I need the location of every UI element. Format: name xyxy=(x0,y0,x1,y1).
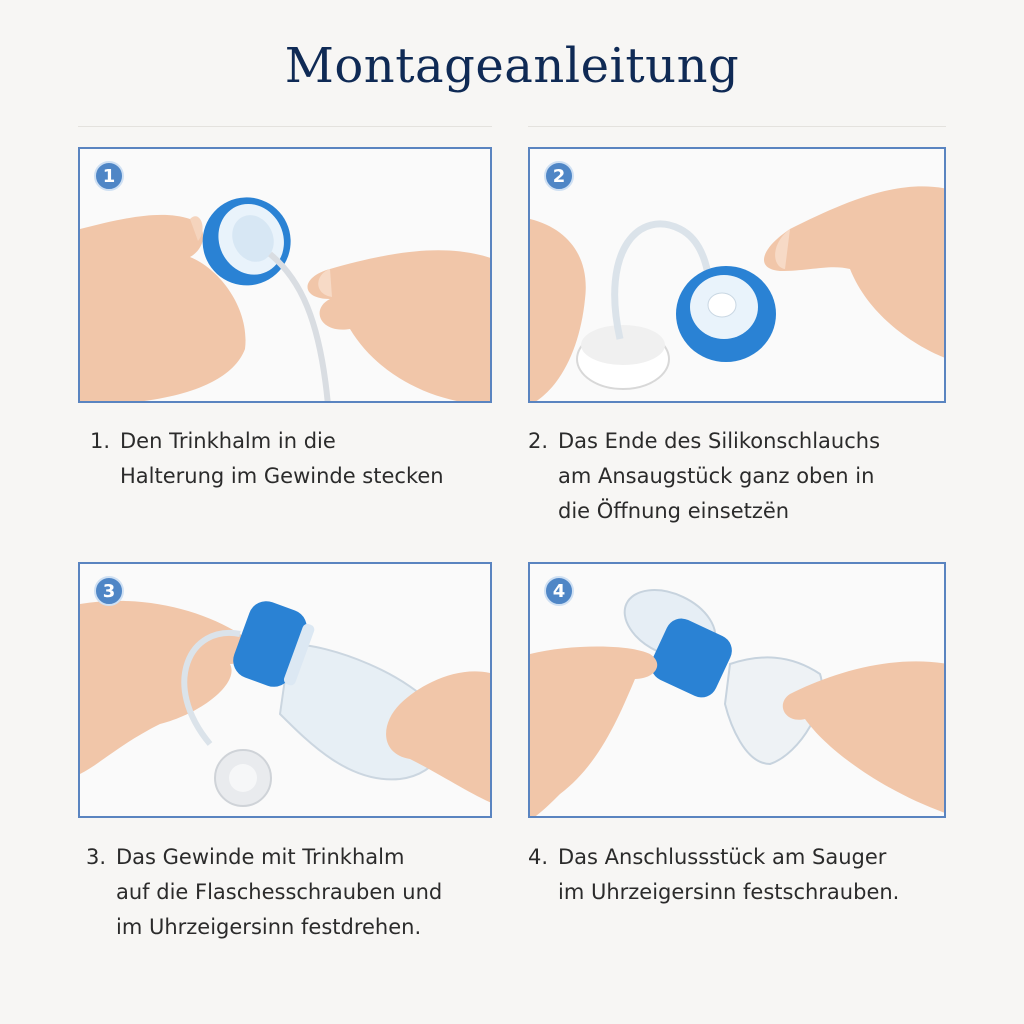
step-1-illustration xyxy=(80,149,492,403)
step-3-number: 3. xyxy=(86,845,107,869)
divider-left xyxy=(78,126,492,127)
step-1-number: 1. xyxy=(90,429,111,453)
step-4-image xyxy=(528,562,946,818)
step-3-line-1: 3. Das Gewinde mit Trinkhalm xyxy=(86,840,516,875)
step-4-caption xyxy=(528,840,958,910)
step-3-line-2: auf die Flaschesschrauben und xyxy=(116,880,443,904)
step-4-illustration xyxy=(530,564,946,818)
step-3-caption xyxy=(86,840,516,945)
step-3-image xyxy=(78,562,492,818)
step-2-line-2: am Ansaugstück ganz oben in xyxy=(558,464,875,488)
step-1-line-2: Halterung im Gewinde stecken xyxy=(120,464,444,488)
step-1-line-1: 1. Den Trinkhalm in die xyxy=(90,424,520,459)
step-4-badge: 4 xyxy=(544,576,574,606)
step-3-illustration xyxy=(80,564,492,818)
step-1-image xyxy=(78,147,492,403)
step-2-line-1: 2. Das Ende des Silikonschlauchs xyxy=(528,424,958,459)
step-1-badge: 1 xyxy=(94,161,124,191)
step-2-image xyxy=(528,147,946,403)
step-3-badge: 3 xyxy=(94,576,124,606)
step-2-badge: 2 xyxy=(544,161,574,191)
step-4-line-1: 4. Das Anschlussstück am Sauger xyxy=(528,840,958,875)
step-2-number: 2. xyxy=(528,429,549,453)
step-2-illustration xyxy=(530,149,946,403)
step-1-caption xyxy=(90,424,520,494)
step-2-line-3: die Öffnung einsetzën xyxy=(558,499,790,523)
step-4-line-2: im Uhrzeigersinn festschrauben. xyxy=(558,880,900,904)
divider-right xyxy=(528,126,946,127)
step-4-number: 4. xyxy=(528,845,549,869)
page-title: Montageanleitung xyxy=(284,38,740,94)
step-2-caption xyxy=(528,424,958,529)
step-3-line-3: im Uhrzeigersinn festdrehen. xyxy=(116,915,422,939)
